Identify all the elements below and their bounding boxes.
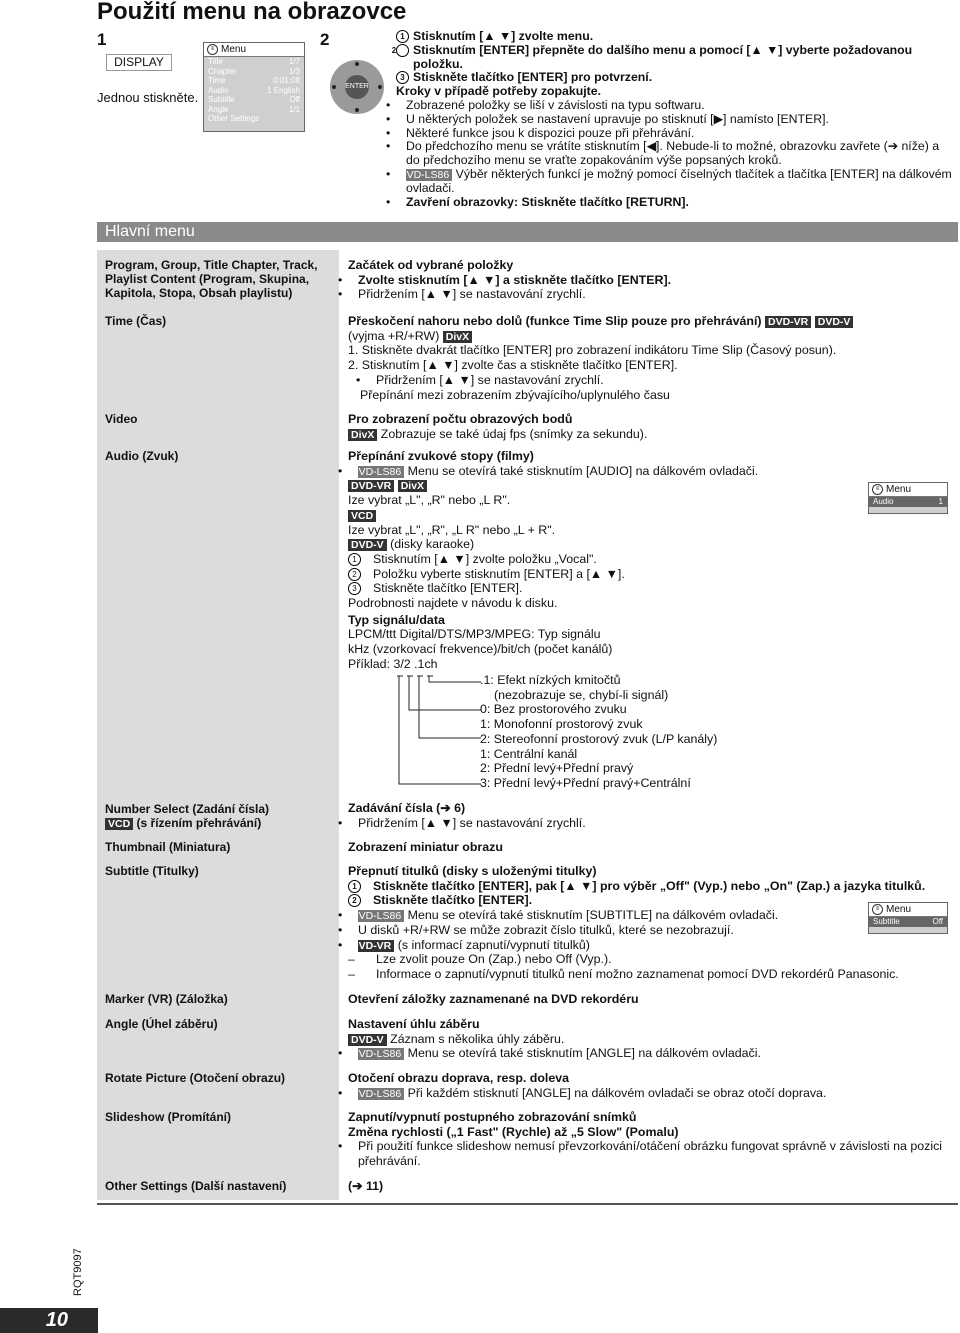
row-angle (348, 1017, 953, 1061)
rotate-ls86-bullet: • DVD-LS86 Při každém stisknutí [ANGLE] na dálkovém ovladači se obraz otočí doprava. (348, 1086, 953, 1101)
step-2-number: 2 (320, 30, 330, 49)
osd-row-label: Audio (208, 85, 229, 95)
audio-step-2: 2 Položku vyberte stisknutím [ENTER] a [▲ ▼]. (348, 567, 953, 582)
osd-menu-row (204, 76, 304, 86)
subtitle-osd-header: ≡ Menu (869, 903, 947, 917)
row-audio (348, 449, 953, 672)
subtitle-step-1: 1 Stiskněte tlačítko [ENTER], pak [▲ ▼] pro výběr „Off" (Vyp.) nebo „On" (Zap.) a jazyka titulků. (348, 879, 953, 894)
osd-row-value: 1 English (267, 85, 300, 95)
menu-icon: ≡ (872, 484, 883, 495)
osd-row-label: Chapter (208, 66, 237, 76)
subtitle-ls86-bullet: • DVD-LS86 Menu se otevírá také stisknutím [SUBTITLE] na dálkovém ovladači. (348, 908, 953, 923)
number-heading: Zadávání čísla (➔ 6) (348, 801, 466, 815)
signal-heading: Typ signálu/data (348, 612, 445, 627)
legend-surround-2: 2: Stereofonní prostorový zvuk (L/P kanály) (480, 731, 718, 746)
program-heading: Začátek od vybrané položky (348, 258, 514, 272)
label-program: Program, Group, Title Chapter, Track, Playlist Content (Program, Skupina, Kapitola, Stopa, Obsah playlistu) (105, 258, 318, 300)
row-program (348, 258, 953, 302)
audio-step-3: 3 Stiskněte tlačítko [ENTER]. (348, 581, 953, 596)
subtitle-vr-bullet: • DVD-VR (s informací zapnutí/vypnutí titulků) (348, 938, 953, 953)
bullet-2: • U některých položek se nastavení upravuje po stisknutí [▶] namísto [ENTER]. (396, 113, 956, 127)
angle-note: DVD-V Záznam s několika úhly záběru. (348, 1032, 953, 1047)
marker-heading: Otevření záložky zaznamenané na DVD rekordéru (348, 992, 639, 1006)
osd-menu-row (204, 67, 304, 77)
osd-row-value: 1/7 (288, 57, 300, 66)
row-rotate (348, 1071, 953, 1100)
bottom-divider (97, 1203, 958, 1205)
label-video: Video (105, 412, 138, 426)
osd-row-label: Angle (208, 104, 229, 114)
osd-menu-row (204, 86, 304, 96)
osd-menu-row (204, 105, 304, 115)
label-slideshow: Slideshow (Promítání) (105, 1110, 232, 1124)
osd-row-label: Subtitle (208, 95, 235, 104)
legend-front-1: 1: Centrální kanál (480, 746, 578, 761)
label-time: Time (Čas) (105, 314, 167, 328)
osd-menu-row (204, 57, 304, 67)
program-bullet-1: • Zvolte stisknutím [▲ ▼] a stiskněte tlačítko [ENTER]. (348, 273, 953, 288)
osd-row-value: Off (289, 95, 300, 104)
rotate-heading: Otočení obrazu doprava, resp. doleva (348, 1071, 570, 1085)
arrow-right-icon (378, 85, 382, 89)
osd-menu-row (204, 95, 304, 105)
audio-vr-tags: DVD-VR DivX (348, 478, 953, 493)
press-once-label: Jednou stiskněte. (97, 90, 199, 105)
audio-vcd-tag: VCD (348, 508, 953, 523)
label-marker: Marker (VR) (Záložka) (105, 992, 228, 1006)
row-time (348, 314, 953, 402)
enter-button: ENTER (345, 75, 369, 99)
subtitle-dash-2: – Informace o zapnutí/vypnutí titulků není možno zaznamenat pomocí DVD rekordérů Panasonic. (362, 967, 953, 982)
audio-step-1: 1 Stisknutím [▲ ▼] zvolte položku „Vocal". (348, 552, 953, 567)
video-heading: Pro zobrazení počtu obrazových bodů (348, 412, 573, 426)
legend-lfe: .1: Efekt nízkých kmitočtů (480, 673, 621, 687)
instructions (391, 29, 956, 209)
signal-line-1: LPCM/ttt Digital/DTS/MP3/MPEG: Typ signálu (348, 627, 601, 642)
legend-surround-0: 0: Bez prostorového zvuku (480, 702, 627, 717)
label-subtitle: Subtitle (Titulky) (105, 864, 199, 878)
label-angle: Angle (Úhel záběru) (105, 1017, 218, 1031)
slideshow-heading-2: Změna rychlosti („1 Fast" (Rychle) až „5 Slow" (Pomalu) (348, 1124, 679, 1139)
slideshow-heading: Zapnutí/vypnutí postupného zobrazování snímků (348, 1110, 637, 1124)
osd-row-value: 0:01:08 (273, 76, 300, 85)
main-menu-header: Hlavní menu (97, 222, 958, 242)
time-step-2: 2. Stisknutím [▲ ▼] zvolte čas a stiskněte tlačítko [ENTER]. (348, 358, 678, 373)
enter-cursor-pad (330, 56, 384, 118)
legend-surround-1: 1: Monofonní prostorový zvuk (480, 717, 643, 732)
subtitle-dash-1: – Lze zvolit pouze On (Zap.) nebo Off (Vyp.). (362, 952, 953, 967)
arrow-up-icon (355, 62, 359, 66)
document-code: RQT9097 (72, 1248, 84, 1296)
thumbnail-heading: Zobrazení miniatur obrazu (348, 840, 503, 854)
osd-menu-title: Menu (221, 44, 247, 55)
display-button: DISPLAY (106, 54, 172, 71)
bullet-3: • Některé funkce jsou k dispozici pouze při přehrávání. (396, 127, 956, 141)
angle-ls86-bullet: • DVD-LS86 Menu se otevírá také stisknutím [ANGLE] na dálkovém ovladači. (348, 1046, 953, 1061)
label-other-settings: Other Settings (Další nastavení) (105, 1179, 287, 1193)
menu-item-column (97, 250, 339, 1200)
label-rotate: Rotate Picture (Otočení obrazu) (105, 1071, 286, 1085)
audio-osd-header: ≡ Menu (869, 483, 947, 497)
row-marker (348, 992, 953, 1007)
audio-vr-text: Ize vybrat „L", „R" nebo „L R". (348, 493, 511, 508)
osd-menu-rows (204, 57, 304, 124)
time-line2: (vyjma +R/+RW) DivX (348, 329, 953, 344)
subtitle-osd-row: Subtitle Off (869, 917, 947, 927)
subtitle-bullet-2: • U disků +R/+RW se může zobrazit číslo titulků, které se nezobrazují. (348, 923, 953, 938)
instruction-1: 1 Stisknutím [▲ ▼] zvolte menu. (396, 30, 956, 44)
bullet-1: • Zobrazené položky se liší v závislosti na typu softwaru. (396, 99, 956, 113)
row-video (348, 412, 953, 441)
time-toggle-note: Přepínání mezi zobrazením zbývajícího/uplynulého času (360, 387, 670, 402)
audio-detail: Podrobnosti najdete v návodu k disku. (348, 596, 558, 611)
osd-row-value: 1/3 (288, 66, 300, 76)
osd-menu-header (204, 43, 304, 57)
time-step-1: 1. Stiskněte dvakrát tlačítko [ENTER] pro zobrazení indikátoru Time Slip (Časový posun). (348, 343, 837, 358)
row-subtitle (348, 864, 953, 982)
step-1-number: 1 (97, 30, 107, 49)
audio-osd-row: Audio 1 (869, 497, 947, 507)
audio-vcd-text: Ize vybrat „L", „R", „L R" nebo „L + R". (348, 522, 556, 537)
menu-icon: ≡ (207, 44, 218, 55)
time-step-bullet: • Přidržením [▲ ▼] se nastavování zrychlí. (366, 373, 953, 388)
repeat-note: Kroky v případě potřeby zopakujte. (396, 84, 601, 99)
page-title: Použití menu na obrazovce (97, 0, 407, 25)
number-bullet: • Přidržením [▲ ▼] se nastavování zrychlí. (348, 816, 953, 831)
audio-heading: Přepínání zvukové stopy (filmy) (348, 449, 534, 463)
arrow-left-icon (332, 85, 336, 89)
legend-lfe-note: (nezobrazuje se, chybí-li signál) (494, 687, 669, 702)
osd-menu-row (204, 114, 304, 124)
osd-row-label: Other Settings (208, 114, 260, 123)
audio-dvdv-line: DVD-V (disky karaoke) (348, 537, 953, 552)
time-heading: Přeskočení nahoru nebo dolů (funkce Time Slip pouze pro přehrávání) DVD-VR DVD-V (348, 314, 953, 329)
subtitle-osd-illustration (868, 902, 948, 934)
video-note: DivX Zobrazuje se také údaj fps (snímky za sekundu). (348, 427, 953, 442)
subtitle-heading: Přepnutí titulků (disky s uloženými titulky) (348, 864, 597, 878)
menu-icon: ≡ (872, 904, 883, 915)
angle-heading: Nastavení úhlu záběru (348, 1017, 480, 1031)
channel-diagram-lines (395, 672, 485, 790)
row-number-select (348, 801, 953, 830)
instruction-3: 3 Stiskněte tlačítko [ENTER] pro potvrzení. (396, 71, 956, 85)
channel-legend (480, 673, 780, 791)
audio-ls86-bullet: • DVD-LS86 Menu se otevírá také stisknutím [AUDIO] na dálkovém ovladači. (348, 464, 953, 479)
legend-front-2: 2: Přední levý+Přední pravý (480, 761, 634, 776)
program-bullet-2: • Přidržením [▲ ▼] se nastavování zrychlí. (348, 287, 953, 302)
row-slideshow (348, 1110, 953, 1169)
subtitle-step-2: 2 Stiskněte tlačítko [ENTER]. (348, 893, 953, 908)
row-thumbnail (348, 840, 953, 855)
label-number-select: Number Select (Zadání čísla) VCD (s řízením přehrávání) (105, 802, 270, 830)
signal-line-2: kHz (vzorkovací frekvence)/bit/ch (počet kanálů) (348, 642, 613, 657)
osd-row-value: 1/1 (288, 104, 300, 114)
other-settings-ref: (➔ 11) (348, 1179, 384, 1193)
slideshow-bullet: • Při použití funkce slideshow nemusí převzorkování/otáčení obrázku fungovat správně v závislosti na pozici přehrávání. (348, 1139, 953, 1168)
bullet-4: • Do předchozího menu se vrátíte stisknutím [◀]. Nebude-li to možné, obrazovku zavřete (➔ níže) a do předchozího menu se vraťte zopakováním výše popsaných kroků. (396, 140, 956, 168)
bullet-close: • Zavření obrazovky: Stiskněte tlačítko [RETURN]. (396, 196, 956, 210)
osd-row-label: Time (208, 76, 226, 85)
osd-row-label: Title (208, 57, 223, 66)
audio-osd-illustration (868, 482, 948, 514)
legend-front-3: 3: Přední levý+Přední pravý+Centrální (480, 775, 691, 790)
label-thumbnail: Thumbnail (Miniatura) (105, 840, 231, 854)
bullet-ls86: • DVD-LS86 Výběr některých funkcí je možný pomocí číselných tlačítek a tlačítka [ENTER] na dálkovém ovladači. (396, 168, 956, 196)
label-audio: Audio (Zvuk) (105, 449, 179, 463)
arrow-down-icon (355, 108, 359, 112)
instruction-2: 2 Stisknutím [ENTER] přepněte do dalšího menu a pomocí [▲ ▼] vyberte požadovanou položku. (391, 42, 913, 71)
osd-menu-illustration (203, 42, 305, 132)
signal-example: Příklad: 3/2 .1ch (348, 656, 438, 671)
page-number: 10 (0, 1308, 98, 1333)
